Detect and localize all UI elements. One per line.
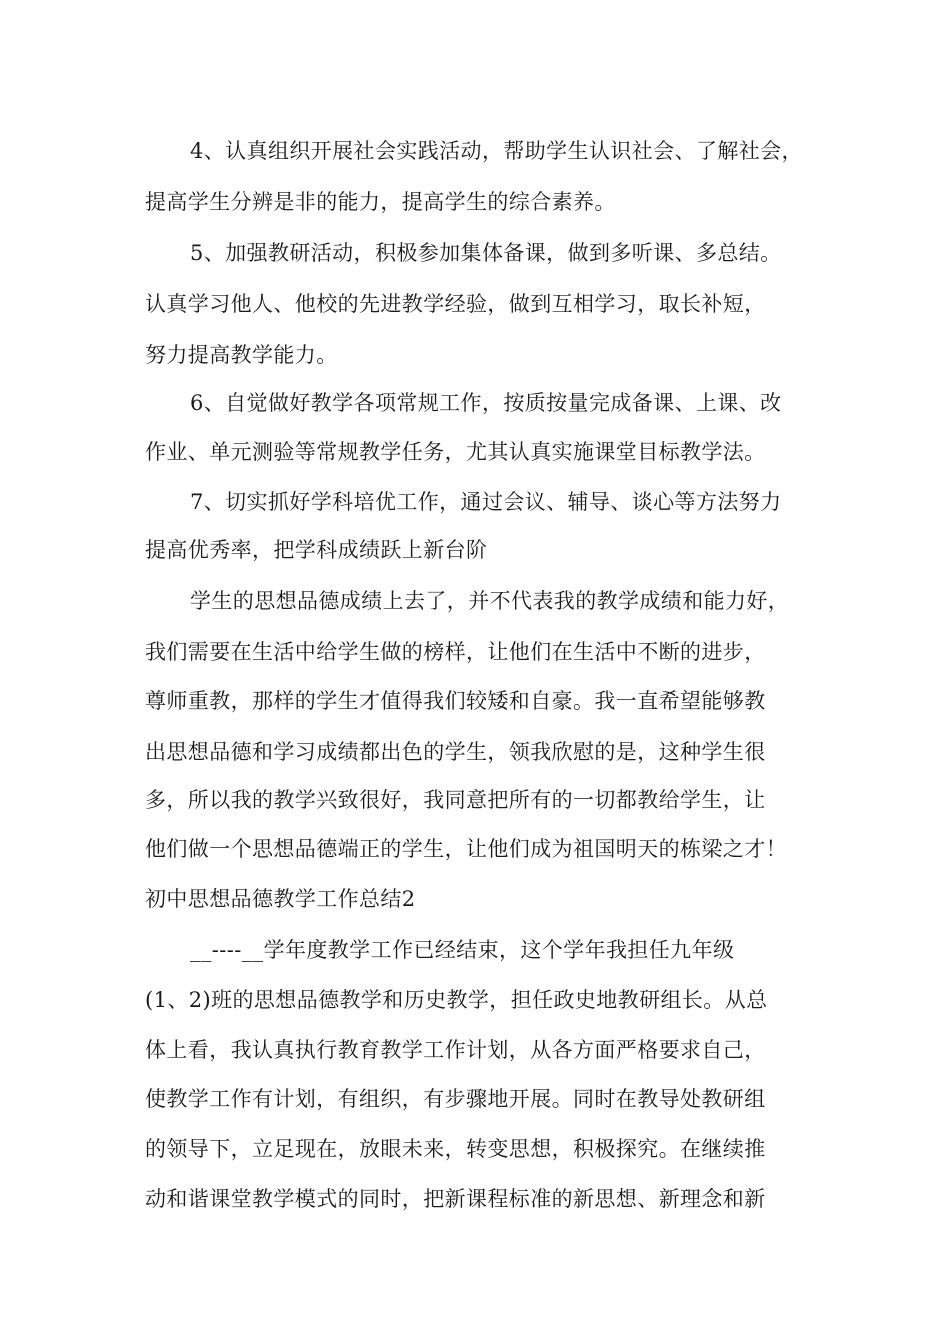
text-line: 7、切实抓好学科培优工作，通过会议、辅导、谈心等方法努力: [190, 490, 782, 514]
text-line: 提高学生分辨是非的能力，提高学生的综合素养。: [145, 190, 616, 214]
text-line: 认真学习他人、他校的先进教学经验，做到互相学习，取长补短，: [145, 292, 766, 316]
section-heading: 初中思想品德教学工作总结2: [145, 887, 416, 911]
text-line: 学生的思想品德成绩上去了，并不代表我的教学成绩和能力好，: [190, 589, 790, 613]
text-line: 我们需要在生活中给学生做的榜样，让他们在生活中不断的进步，: [145, 640, 766, 664]
text-line: 动和谐课堂教学模式的同时，把新课程标准的新思想、新理念和新: [145, 1187, 766, 1211]
text-line: 使教学工作有计划，有组织，有步骤地开展。同时在教导处教研组: [145, 1087, 766, 1111]
text-line: 5、加强教研活动，积极参加集体备课，做到多听课、多总结。: [190, 241, 782, 265]
text-line: (1、2)班的思想品德教学和历史教学，担任政史地教研组长。从总: [145, 988, 768, 1012]
text-line: 作业、单元测验等常规教学任务，尤其认真实施课堂目标教学法。: [145, 440, 766, 464]
text-line: 努力提高教学能力。: [145, 343, 338, 367]
text-line: 的领导下，立足现在，放眼未来，转变思想，积极探究。在继续推: [145, 1137, 766, 1161]
text-line: 多，所以我的教学兴致很好，我同意把所有的一切都教给学生，让: [145, 788, 766, 812]
text-line: 出思想品德和学习成绩都出色的学生，领我欣慰的是，这种学生很: [145, 740, 766, 764]
text-line: 4、认真组织开展社会实践活动，帮助学生认识社会、了解社会，: [190, 139, 803, 163]
text-line: __----__学年度教学工作已经结束，这个学年我担任九年级: [190, 938, 735, 962]
text-line: 体上看，我认真执行教育教学工作计划，从各方面严格要求自己，: [145, 1038, 766, 1062]
text-line: 6、自觉做好教学各项常规工作，按质按量完成备课、上课、改: [190, 391, 782, 415]
text-line: 他们做一个思想品德端正的学生，让他们成为祖国明天的栋梁之才！: [145, 837, 787, 861]
text-line: 提高优秀率，把学科成绩跃上新台阶: [145, 538, 488, 562]
text-line: 尊师重教，那样的学生才值得我们较矮和自豪。我一直希望能够教: [145, 689, 766, 713]
